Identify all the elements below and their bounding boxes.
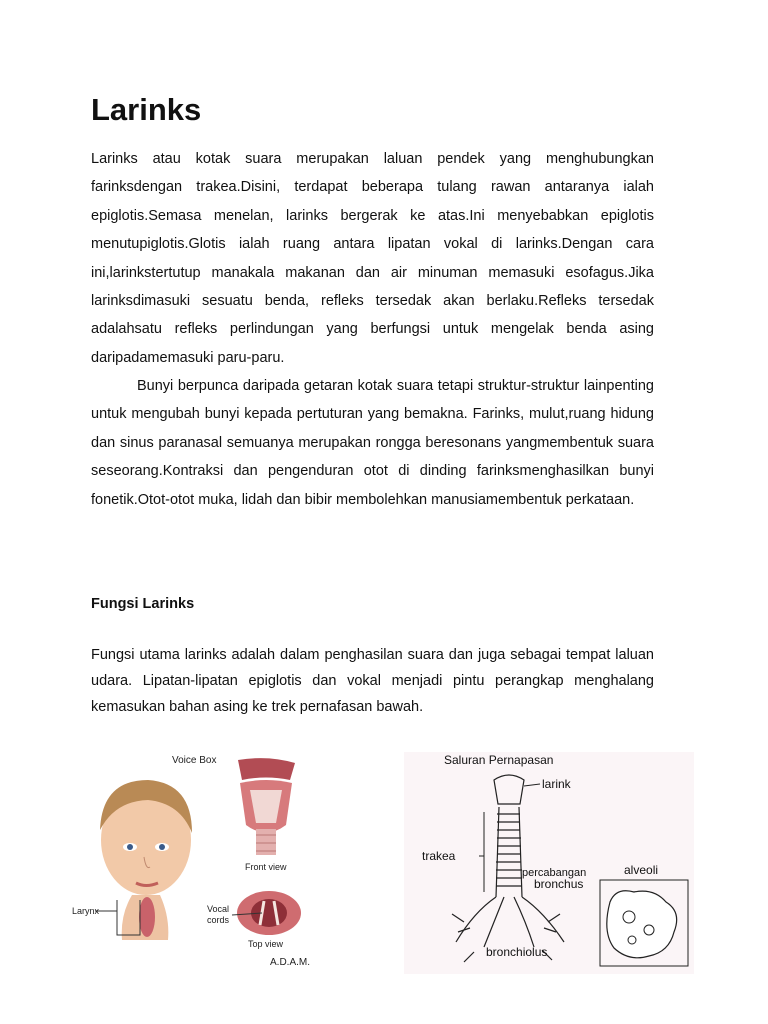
alveoli-label: alveoli bbox=[624, 863, 659, 877]
paragraph-sound: Bunyi berpunca daripada getaran kotak suara tetapi struktur-struktur lainpenting untuk mengubah bunyi kepada pertuturan yang bemakna. Farinks, mulut,ruang hidung dan sinus paranasal semuanya merupakan rongga beresonans yangmembentuk suara seseorang.Kontraksi dan pengenduran otot di dinding farinksmenghasilkan bunyi fonetik.Otot-otot muka, lidah dan bibir membolehkan manusiamembentuk perkataan. bbox=[91, 378, 654, 508]
respiratory-tract-figure bbox=[404, 752, 694, 974]
section-heading: Fungsi Larinks bbox=[91, 596, 195, 612]
page-title: Larinks bbox=[91, 92, 202, 127]
cords-label: cords bbox=[207, 915, 230, 925]
bronchus-label: bronchus bbox=[534, 877, 584, 891]
paragraph-function: Fungsi utama larinks adalah dalam penghasilan suara dan juga sebagai tempat laluan udara. Lipatan-lipatan epiglotis dan vokal menjadi pintu perangkap menghalang kemasukan bahan asing ke trek pernafasan bawah. bbox=[91, 647, 654, 715]
vocal-label: Vocal bbox=[207, 904, 230, 914]
larynx-top-view-illustration bbox=[237, 891, 301, 935]
voice-box-title: Voice Box bbox=[172, 755, 217, 766]
voice-box-figure bbox=[70, 745, 332, 970]
adam-logo: A.D.A.M. bbox=[270, 957, 311, 968]
child-face-illustration bbox=[100, 780, 192, 940]
larynx-front-view-illustration bbox=[238, 758, 295, 855]
respiratory-title: Saluran Pernapasan bbox=[444, 753, 554, 767]
larink-label: larink bbox=[542, 777, 571, 791]
larynx-label: Larynx bbox=[72, 906, 100, 916]
percabangan-label: percabangan bbox=[522, 867, 587, 879]
top-view-label: Top view bbox=[248, 939, 284, 949]
trakea-label: trakea bbox=[422, 849, 456, 863]
paragraph-intro: Larinks atau kotak suara merupakan laluan pendek yang menghubungkan farinksdengan trakea.Disini, terdapat beberapa tulang rawan antaranya ialah epiglotis.Semasa menelan, larinks bergerak ke atas.Ini menyebabkan epiglotis menutupiglotis.Glotis ialah ruang antara lipatan vokal di larinks.Dengan cara ini,larinkstertutup manakala makanan dan air minuman memasuki esofagus.Jika larinksdimasuki sesuatu benda, refleks tersedak akan berlaku.Refleks tersedak adalahsatu refleks perlindungan yang berfungsi untuk mengelak benda asing daripadamemasuki paru-paru. bbox=[91, 151, 654, 366]
front-view-label: Front view bbox=[245, 862, 287, 872]
bronchiolus-label: bronchiolus bbox=[486, 945, 548, 959]
